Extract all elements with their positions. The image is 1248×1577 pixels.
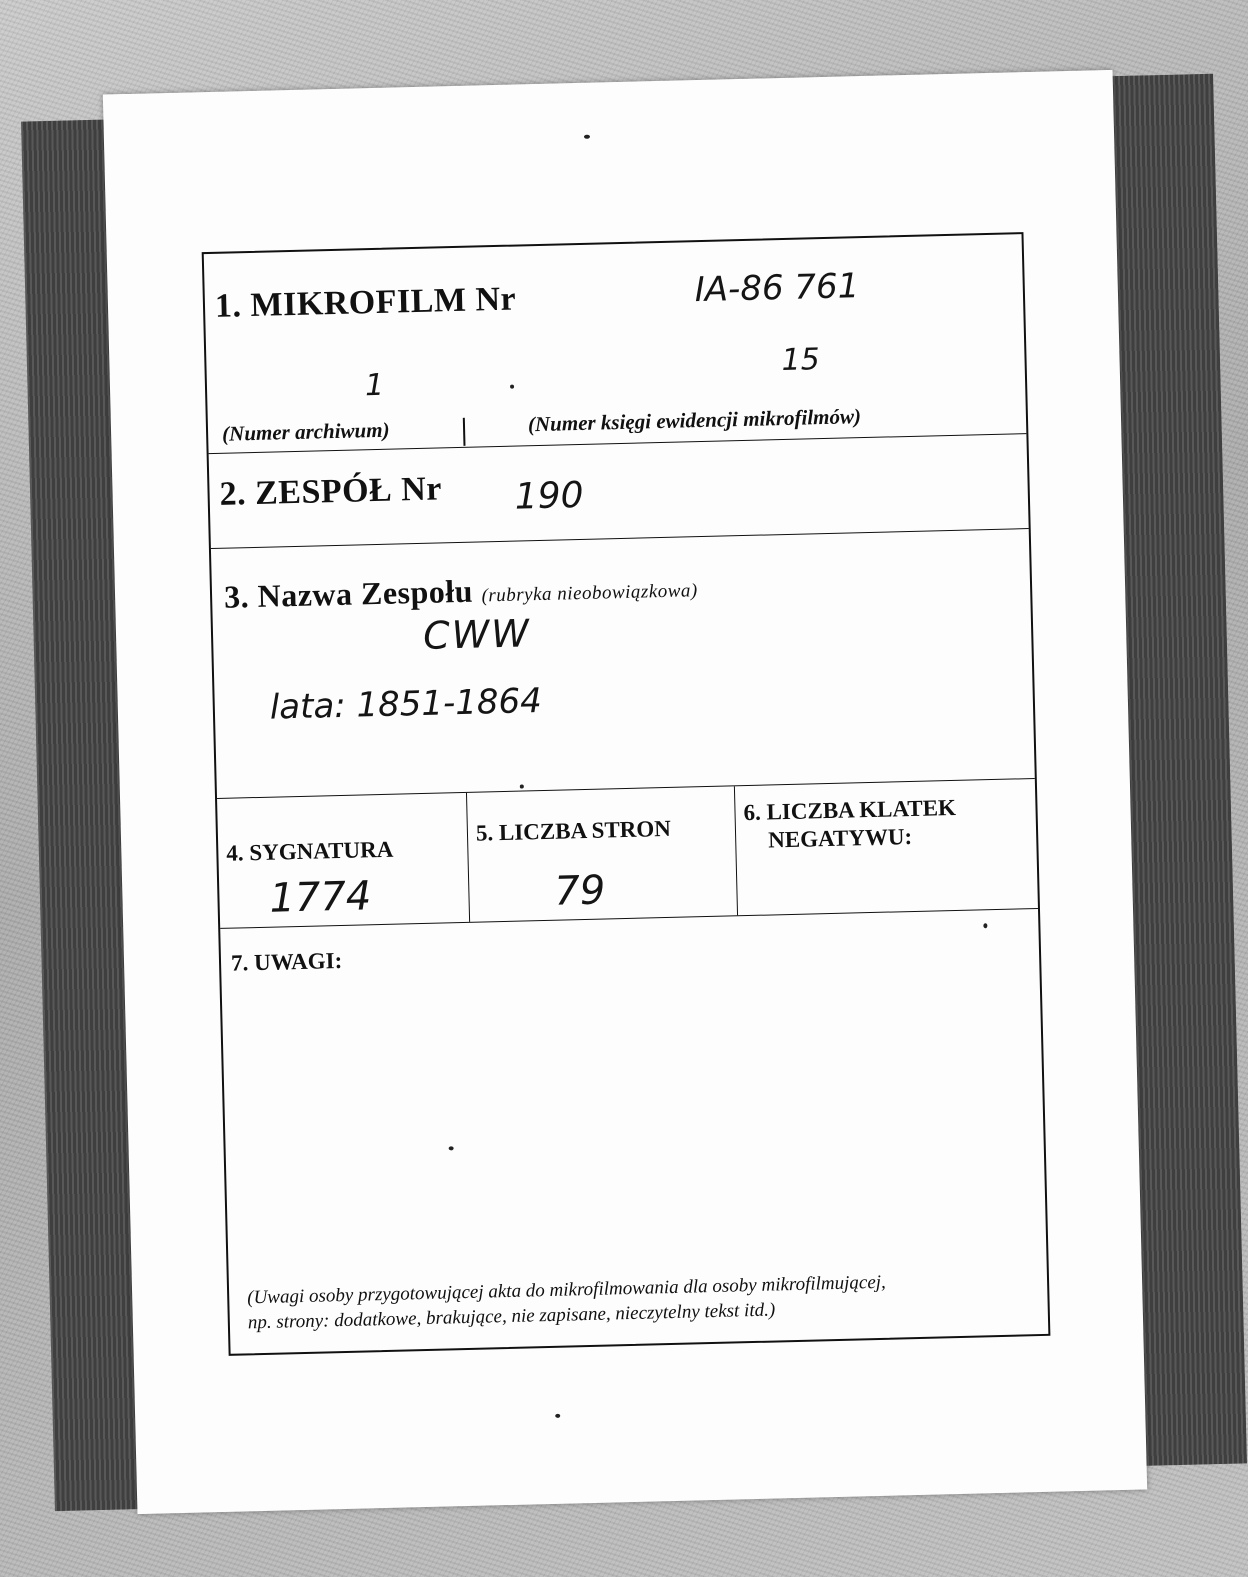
archive-number-label: (Numer archiwum) — [221, 417, 390, 446]
section-nazwa-zespolu — [211, 529, 1035, 799]
zespol-label: 2. ZESPÓŁ Nr — [219, 470, 443, 513]
book-number-label: (Numer księgi ewidencji mikrofilmów) — [527, 404, 862, 437]
uwagi-label: 7. UWAGI: — [230, 947, 343, 976]
nazwa-zespolu-handwritten: CWW — [422, 611, 532, 658]
zespol-number-handwritten: 190 — [514, 474, 584, 518]
nazwa-zespolu-note: (rubryka nieobowiązkowa) — [481, 580, 698, 607]
section-uwagi — [220, 909, 1048, 1354]
book-number-handwritten: 15 — [781, 342, 821, 379]
nazwa-zespolu-title: 3. Nazwa Zespołu — [223, 572, 474, 615]
microfilm-card — [103, 70, 1147, 1514]
scan-speck — [983, 923, 987, 928]
scan-speck — [584, 135, 590, 139]
mikrofilm-number-handwritten: IA-86 761 — [694, 266, 860, 311]
liczba-stron-label: 5. LICZBA STRON — [475, 815, 672, 846]
liczba-stron-handwritten: 79 — [553, 867, 606, 915]
liczba-klatek-label-2: NEGATYWU: — [767, 824, 913, 853]
scan-speck — [510, 385, 514, 389]
sygnatura-label: 4. SYGNATURA — [226, 836, 394, 866]
cell-sygnatura — [217, 793, 470, 928]
sygnatura-handwritten: 1774 — [268, 873, 372, 922]
uwagi-footer-line-2: np. strony: dodatkowe, brakujące, nie zapisane, nieczytelny tekst itd.) — [247, 1299, 776, 1334]
section-sygnatura-strony-klatki — [217, 779, 1038, 929]
scan-speck — [555, 1414, 560, 1418]
scan-speck — [520, 784, 524, 788]
nazwa-zespolu-label — [224, 567, 698, 616]
uwagi-footer-note — [247, 1266, 1038, 1335]
microfilm-form — [202, 232, 1051, 1356]
uwagi-footer-line-1: (Uwagi osoby przygotowującej akta do mikrofilmowania dla osoby mikrofilmującej, — [246, 1271, 887, 1309]
liczba-klatek-label-1: 6. LICZBA KLATEK — [743, 794, 957, 826]
archive-number-handwritten: 1 — [364, 367, 385, 404]
cell-liczba-stron — [467, 786, 738, 922]
dates-handwritten: lata: 1851-1864 — [269, 681, 543, 728]
field-divider — [463, 418, 466, 446]
cell-liczba-klatek — [735, 779, 1038, 915]
section-mikrofilm — [204, 234, 1027, 454]
mikrofilm-label: 1. MIKROFILM Nr — [214, 280, 517, 325]
